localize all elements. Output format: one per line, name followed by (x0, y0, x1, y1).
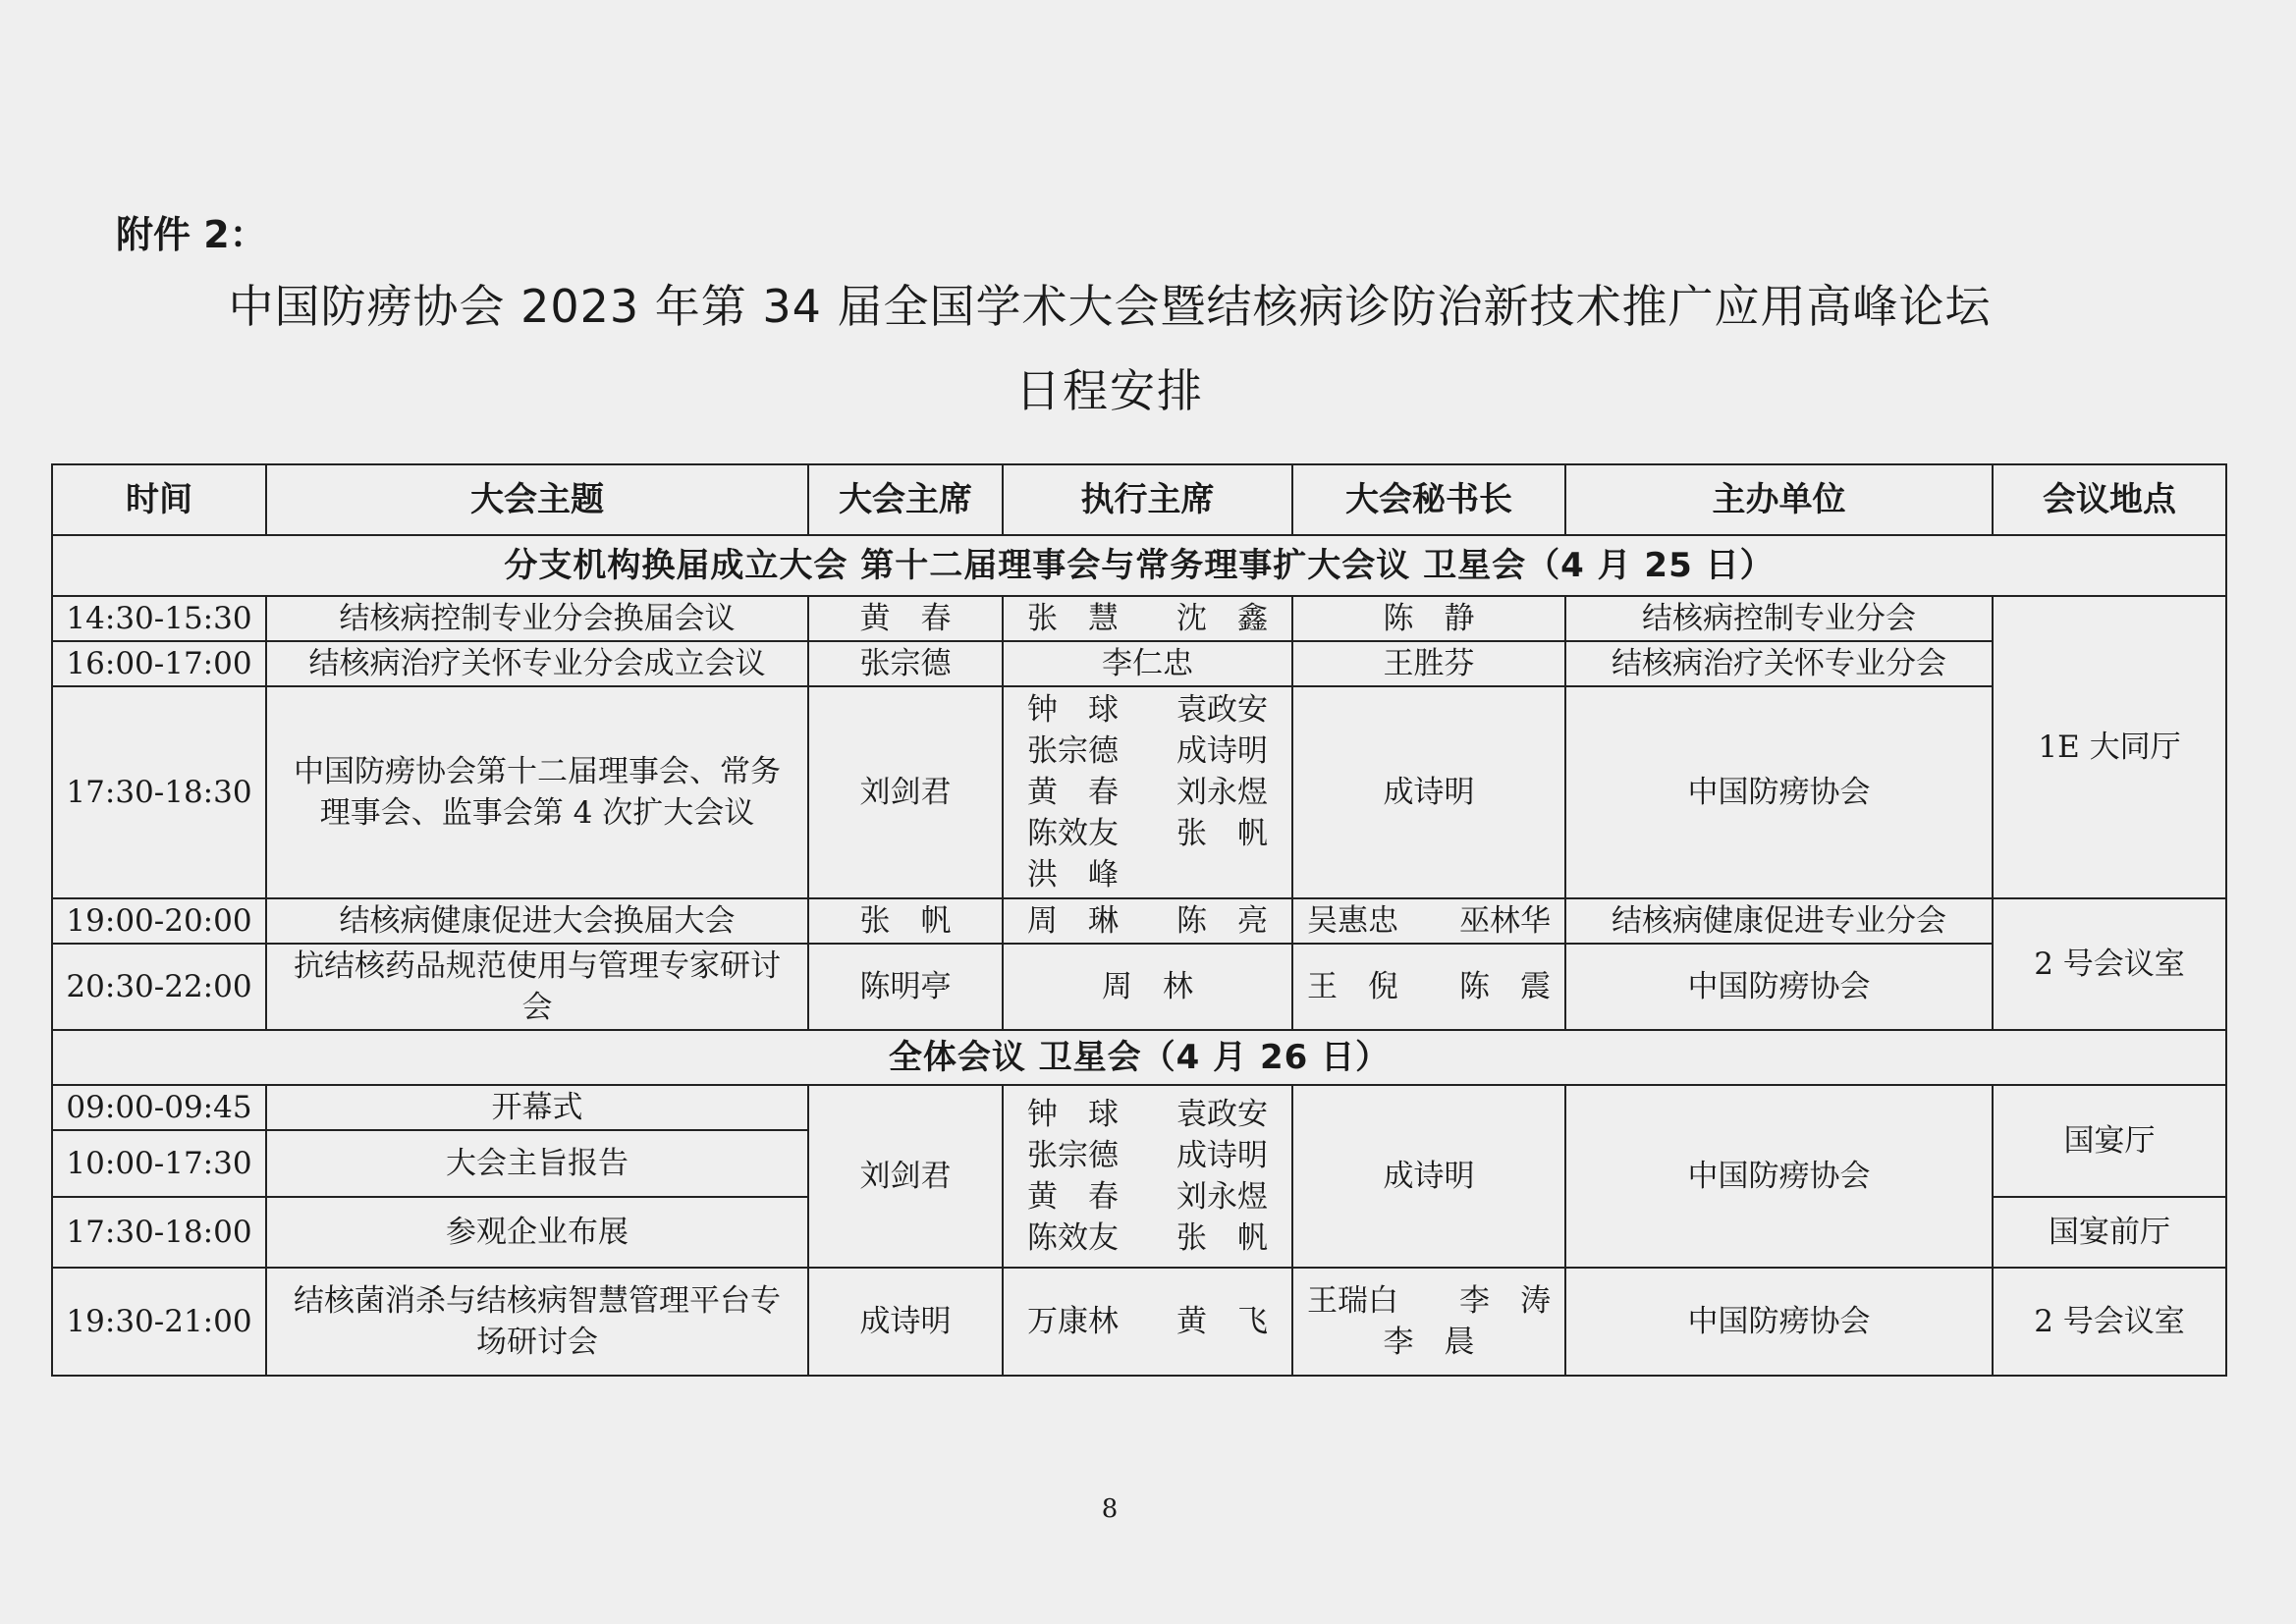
person-name: 沈 鑫 (1176, 601, 1268, 636)
header-exec-chair: 执行主席 (1003, 464, 1292, 535)
person-name: 黄 飞 (1176, 1304, 1268, 1339)
secretary-cell: 陈 静 (1292, 596, 1565, 641)
venue-cell: 2 号会议室 (1993, 898, 2226, 1030)
document-subtitle: 日程安排 (1015, 364, 1204, 417)
organizer-cell: 结核病健康促进专业分会 (1565, 898, 1993, 944)
time-cell: 17:30-18:30 (52, 686, 266, 898)
person-name: 陈 亮 (1176, 903, 1268, 939)
theme-cell: 结核菌消杀与结核病智慧管理平台专场研讨会 (266, 1268, 808, 1376)
secretary-cell: 成诗明 (1292, 1085, 1565, 1268)
table-row (52, 686, 2226, 898)
time-cell: 19:00-20:00 (52, 898, 266, 944)
section2-title: 全体会议 卫星会（4 月 26 日） (52, 1030, 2226, 1085)
section-row (52, 1030, 2226, 1085)
time-cell: 20:30-22:00 (52, 944, 266, 1030)
time-cell: 14:30-15:30 (52, 596, 266, 641)
venue-cell: 国宴厅 (1993, 1085, 2226, 1197)
person-name: 周 琳 (1027, 903, 1119, 939)
header-chair: 大会主席 (808, 464, 1003, 535)
person-name: 袁政安 (1176, 1097, 1268, 1132)
table-row (52, 1085, 2226, 1130)
person-name: 刘永煜 (1176, 775, 1268, 810)
chair-cell: 刘剑君 (808, 1085, 1003, 1268)
header-row (52, 464, 2226, 535)
person-name: 王瑞白 (1307, 1283, 1398, 1319)
time-cell: 16:00-17:00 (52, 641, 266, 686)
organizer-cell: 中国防痨协会 (1565, 944, 1993, 1030)
header-organizer: 主办单位 (1565, 464, 1993, 535)
chair-cell: 陈明亭 (808, 944, 1003, 1030)
table-row (52, 1268, 2226, 1376)
chair-cell: 张宗德 (808, 641, 1003, 686)
person-name: 李 涛 (1459, 1283, 1551, 1319)
time-cell: 09:00-09:45 (52, 1085, 266, 1130)
exec-chair-cell (1003, 596, 1292, 641)
table-row (52, 641, 2226, 686)
header-secretary: 大会秘书长 (1292, 464, 1565, 535)
header-time: 时间 (52, 464, 266, 535)
exec-chair-cell: 李仁忠 (1003, 641, 1292, 686)
person-name: 黄 春 (1027, 775, 1119, 810)
venue-cell: 国宴前厅 (1993, 1197, 2226, 1268)
secretary-cell (1292, 944, 1565, 1030)
organizer-cell: 结核病治疗关怀专业分会 (1565, 641, 1993, 686)
person-name: 万康林 (1027, 1304, 1119, 1339)
theme-cell: 参观企业布展 (266, 1197, 808, 1268)
theme-cell: 结核病治疗关怀专业分会成立会议 (266, 641, 808, 686)
person-name: 张宗德 (1027, 733, 1119, 769)
person-name: 袁政安 (1176, 692, 1268, 728)
person-name: 李 晨 (1383, 1325, 1475, 1360)
theme-cell: 中国防痨协会第十二届理事会、常务理事会、监事会第 4 次扩大会议 (266, 686, 808, 898)
secretary-cell (1292, 898, 1565, 944)
document-title: 中国防痨协会 2023 年第 34 届全国学术大会暨结核病诊防治新技术推广应用高峰论坛 (228, 280, 1992, 333)
table-row (52, 944, 2226, 1030)
time-cell: 10:00-17:30 (52, 1130, 266, 1197)
exec-chair-cell (1003, 1268, 1292, 1376)
time-cell: 19:30-21:00 (52, 1268, 266, 1376)
schedule-table (51, 463, 2227, 1377)
person-name: 王 倪 (1307, 969, 1398, 1004)
venue-cell: 2 号会议室 (1993, 1268, 2226, 1376)
table-row (52, 596, 2226, 641)
person-name: 张宗德 (1027, 1138, 1119, 1173)
person-name: 张 帆 (1176, 816, 1268, 851)
chair-cell: 成诗明 (808, 1268, 1003, 1376)
person-name: 巫林华 (1459, 903, 1551, 939)
chair-cell: 黄 春 (808, 596, 1003, 641)
time-cell: 17:30-18:00 (52, 1197, 266, 1268)
person-name: 吴惠忠 (1307, 903, 1398, 939)
person-name: 陈 震 (1459, 969, 1551, 1004)
attachment-label: 附件 2： (116, 213, 267, 256)
theme-cell: 开幕式 (266, 1085, 808, 1130)
chair-cell: 刘剑君 (808, 686, 1003, 898)
chair-cell: 张 帆 (808, 898, 1003, 944)
person-name: 钟 球 (1027, 1097, 1119, 1132)
section1-title: 分支机构换届成立大会 第十二届理事会与常务理事扩大会议 卫星会（4 月 25 日） (52, 535, 2226, 596)
person-name: 刘永煜 (1176, 1179, 1268, 1215)
person-name: 成诗明 (1176, 733, 1268, 769)
person-name: 陈效友 (1027, 1220, 1119, 1256)
exec-chair-cell (1003, 686, 1292, 898)
secretary-cell: 成诗明 (1292, 686, 1565, 898)
header-theme: 大会主题 (266, 464, 808, 535)
table-row (52, 898, 2226, 944)
person-name: 张 帆 (1176, 1220, 1268, 1256)
person-name: 陈效友 (1027, 816, 1119, 851)
person-name: 钟 球 (1027, 692, 1119, 728)
theme-cell: 结核病健康促进大会换届大会 (266, 898, 808, 944)
organizer-cell: 中国防痨协会 (1565, 686, 1993, 898)
exec-chair-cell (1003, 898, 1292, 944)
exec-chair-cell: 周 林 (1003, 944, 1292, 1030)
organizer-cell: 中国防痨协会 (1565, 1268, 1993, 1376)
theme-cell: 抗结核药品规范使用与管理专家研讨会 (266, 944, 808, 1030)
venue-cell: 1E 大同厅 (1993, 596, 2226, 898)
theme-cell: 结核病控制专业分会换届会议 (266, 596, 808, 641)
organizer-cell: 中国防痨协会 (1565, 1085, 1993, 1268)
secretary-cell (1292, 1268, 1565, 1376)
person-name: 张 慧 (1027, 601, 1119, 636)
organizer-cell: 结核病控制专业分会 (1565, 596, 1993, 641)
section-row (52, 535, 2226, 596)
theme-cell: 大会主旨报告 (266, 1130, 808, 1197)
page-number: 8 (1101, 1494, 1119, 1524)
person-name: 黄 春 (1027, 1179, 1119, 1215)
header-venue: 会议地点 (1993, 464, 2226, 535)
exec-chair-cell (1003, 1085, 1292, 1268)
secretary-cell: 王胜芬 (1292, 641, 1565, 686)
person-name: 洪 峰 (1027, 857, 1119, 893)
person-name: 成诗明 (1176, 1138, 1268, 1173)
